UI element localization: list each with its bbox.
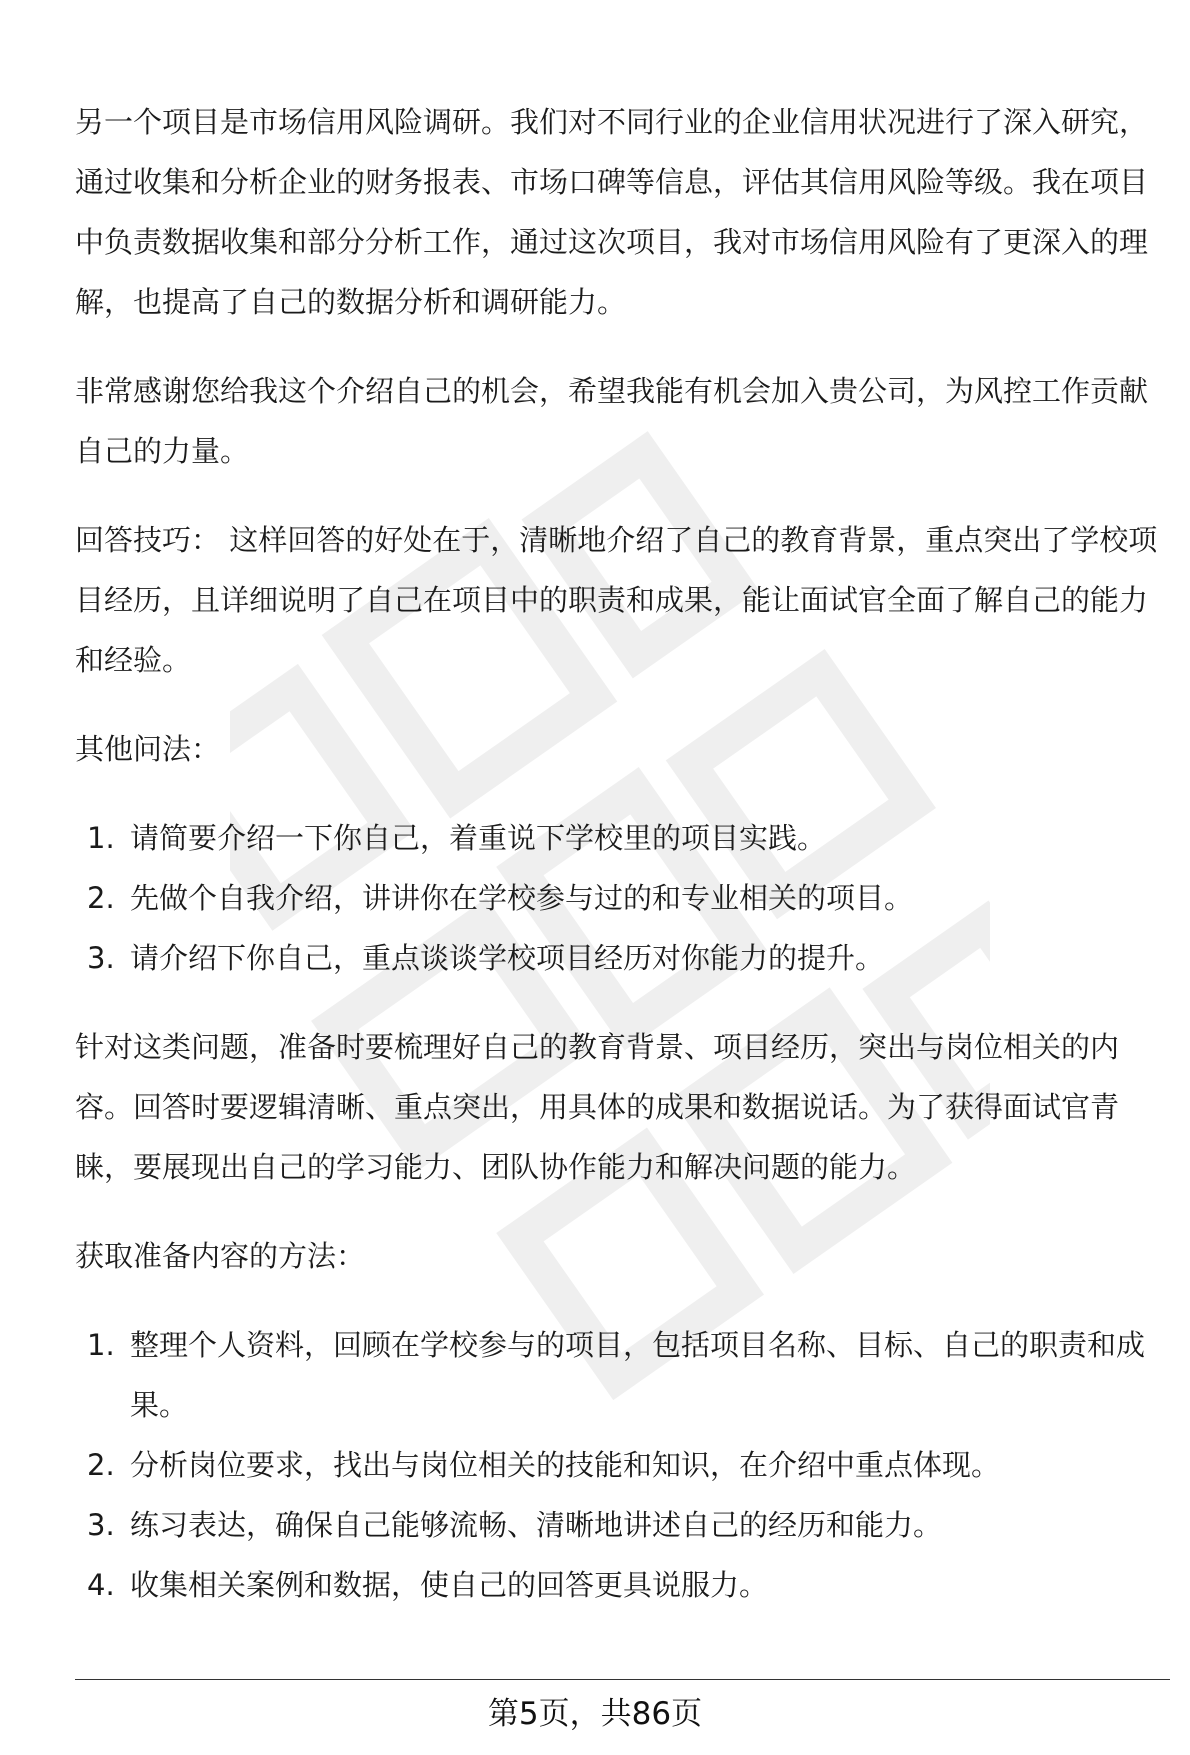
list-number: 1. <box>87 821 115 855</box>
list-number: 3. <box>87 1508 115 1542</box>
list-item <box>75 1435 1170 1495</box>
heading-other-questions: 其他问法： <box>75 732 221 766</box>
page-number: 第5页，共86页 <box>487 1696 703 1732</box>
other-questions-list <box>75 808 1170 988</box>
list-number: 1. <box>87 1328 115 1362</box>
list-number: 2. <box>87 881 115 915</box>
paragraph-thanks: 非常感谢您给我这个介绍自己的机会，希望我能有机会加入贵公司，为风控工作贡献自己的力量。 <box>75 374 1149 468</box>
list-item-text: 请简要介绍一下你自己，着重说下学校里的项目实践。 <box>130 821 827 855</box>
heading-methods: 获取准备内容的方法： <box>75 1239 366 1273</box>
list-item-text: 先做个自我介绍，讲讲你在学校参与过的和专业相关的项目。 <box>130 881 914 915</box>
list-number: 3. <box>87 941 115 975</box>
list-item <box>75 1495 1170 1555</box>
main-content <box>75 92 1170 1644</box>
list-item <box>75 1555 1170 1615</box>
list-item-text: 请介绍下你自己，重点谈谈学校项目经历对你能力的提升。 <box>130 941 885 975</box>
list-number: 2. <box>87 1448 115 1482</box>
list-item <box>75 808 1170 868</box>
list-item-text: 练习表达，确保自己能够流畅、清晰地讲述自己的经历和能力。 <box>130 1508 943 1542</box>
paragraph-advice: 针对这类问题，准备时要梳理好自己的教育背景、项目经历，突出与岗位相关的内容。回答时要逻辑清晰、重点突出，用具体的成果和数据说话。为了获得面试官青睐，要展现出自己的学习能力、团队协作能力和解决问题的能力。 <box>75 1030 1120 1184</box>
list-item <box>75 928 1170 988</box>
list-item <box>75 868 1170 928</box>
list-item-text: 收集相关案例和数据，使自己的回答更具说服力。 <box>130 1568 769 1602</box>
footer-divider <box>75 1679 1170 1680</box>
list-number: 4. <box>87 1568 115 1602</box>
list-item-text: 分析岗位要求，找出与岗位相关的技能和知识，在介绍中重点体现。 <box>130 1448 1001 1482</box>
methods-list <box>75 1315 1170 1615</box>
paragraph-project: 另一个项目是市场信用风险调研。我们对不同行业的企业信用状况进行了深入研究，通过收集和分析企业的财务报表、市场口碑等信息，评估其信用风险等级。我在项目中负责数据收集和部分分析工作，通过这次项目，我对市场信用风险有了更深入的理解，也提高了自己的数据分析和调研能力。 <box>75 105 1149 319</box>
paragraph-tips: 回答技巧： 这样回答的好处在于，清晰地介绍了自己的教育背景，重点突出了学校项目经历，且详细说明了自己在项目中的职责和成果，能让面试官全面了解自己的能力和经验。 <box>75 523 1158 677</box>
list-item-text: 整理个人资料，回顾在学校参与的项目，包括项目名称、目标、自己的职责和成果。 <box>130 1328 1146 1422</box>
list-item <box>75 1315 1170 1435</box>
